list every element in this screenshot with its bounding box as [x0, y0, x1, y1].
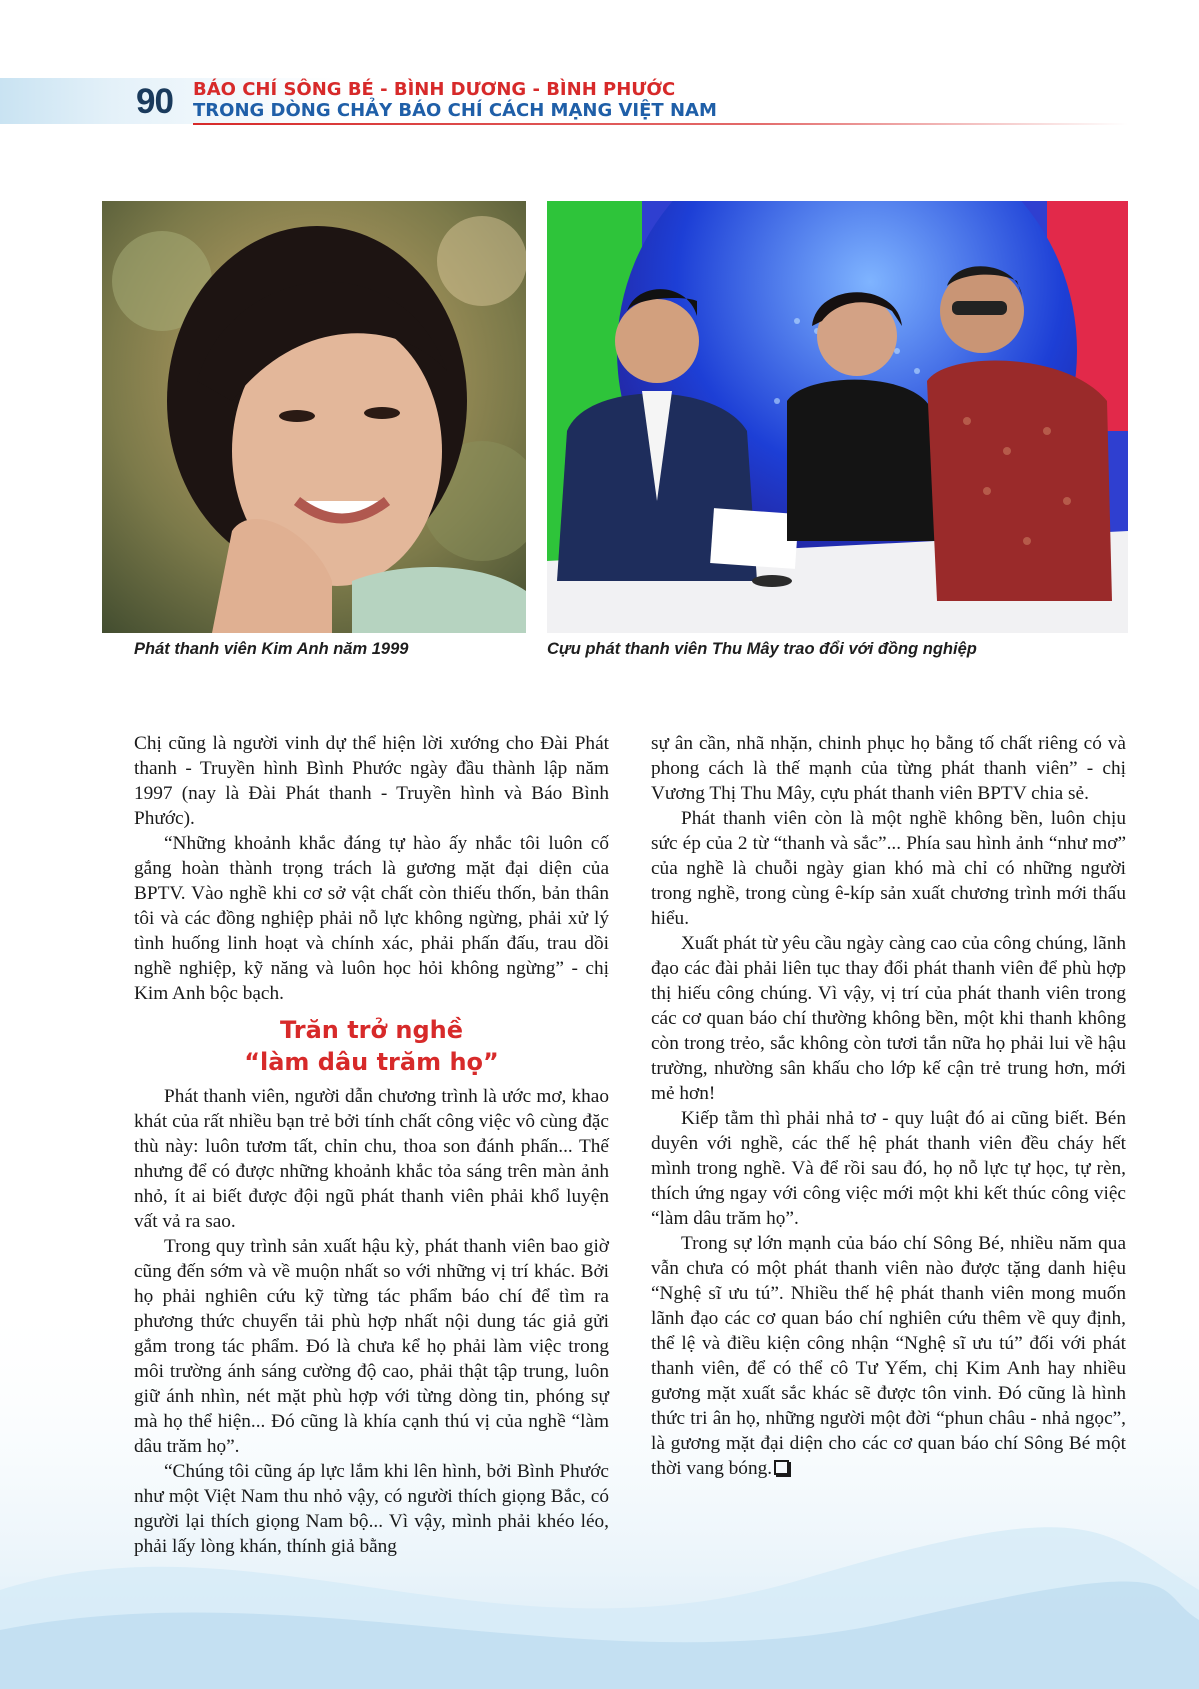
section-heading: [134, 1014, 609, 1078]
studio-caption: Cựu phát thanh viên Thu Mây trao đổi với đồng nghiệp: [547, 640, 977, 658]
article-column-right: [651, 731, 1126, 1481]
section-heading-line1: Trăn trở nghề: [280, 1016, 463, 1044]
paragraph: sự ân cần, nhã nhặn, chinh phục họ bằng tố chất riêng có và phong cách là thế mạnh của từng phát thanh viên” - chị Vương Thị Thu Mây, cựu phát thanh viên BPTV chia sẻ.: [651, 733, 1126, 804]
paragraph: Kiếp tằm thì phải nhả tơ - quy luật đó ai cũng biết. Bén duyên với nghề, các thế hệ phát thanh viên đều cháy hết mình trong nghề. Và để rồi sau đó, họ nỗ lực tự học, tự rèn, thích ứng ngay với công việc mới một khi kết thúc công việc “làm dâu trăm họ”.: [651, 1108, 1126, 1229]
paragraph-final: [651, 1231, 1126, 1481]
portrait-photo: [102, 201, 526, 633]
paragraph: Trong quy trình sản xuất hậu kỳ, phát thanh viên bao giờ cũng đến sớm và về muộn nhất so với những vị trí khác. Bởi họ phải nghiên cứu kỹ từng tác phẩm báo chí để tìm ra phương thức chuyển tải phù hợp nhất nội dung tác giả gửi gắm trong tác phẩm. Đó là chưa kể họ phải làm việc trong môi trường ánh sáng cường độ cao, phải thật tập trung, luôn giữ ánh nhìn, nét mặt phù hợp với từng dòng tin, phóng sự mà họ thể hiện... Đó cũng là khía cạnh thú vị của nghề “làm dâu trăm họ”.: [134, 1236, 609, 1457]
paragraph: Phát thanh viên còn là một nghề không bền, luôn chịu sức ép của 2 từ “thanh và sắc”... Phía sau hình ảnh “như mơ” của nghề là chuỗi ngày gian khó mà chỉ có những người trong nghề, trong cùng ê-kíp sản xuất chương trình mới thấu hiểu.: [651, 808, 1126, 929]
paragraph: “Chúng tôi cũng áp lực lắm khi lên hình, bởi Bình Phước như một Việt Nam thu nhỏ vậy, có người thích giọng Bắc, có người lại thích giọng Nam bộ... Vì vậy, mình phải khéo léo, phải lấy lòng khán, thính giả bằng: [134, 1461, 609, 1557]
page-number: 90: [136, 82, 173, 121]
header-rule: [193, 123, 1128, 125]
studio-photo: [547, 201, 1128, 633]
paragraph-final-text: Trong sự lớn mạnh của báo chí Sông Bé, nhiều năm qua vẫn chưa có một phát thanh viên nào được tặng danh hiệu “Nghệ sĩ ưu tú”. Nhiều thế hệ phát thanh viên mong muốn lãnh đạo các cơ quan báo chí nghiên cứu thêm về quy định, thể lệ và điều kiện công nhận “Nghệ sĩ ưu tú” đối với phát thanh viên, để có thể cô Tư Yếm, chị Kim Anh hay nhiều gương mặt xuất sắc khác sẽ được tôn vinh. Đó cũng là hình thức tri ân họ, những người một đời “phun châu - nhả ngọc”, là gương mặt đại diện cho các cơ quan báo chí Sông Bé một thời vang bóng.: [651, 1233, 1126, 1479]
paragraph: Chị cũng là người vinh dự thể hiện lời xướng cho Đài Phát thanh - Truyền hình Bình Phước ngày đầu thành lập năm 1997 (nay là Đài Phát thanh - Truyền hình và Báo Bình Phước).: [134, 733, 609, 829]
running-title-line1: BÁO CHÍ SÔNG BÉ - BÌNH DƯƠNG - BÌNH PHƯỚC: [193, 79, 676, 100]
running-title-line2: TRONG DÒNG CHẢY BÁO CHÍ CÁCH MẠNG VIỆT NAM: [193, 100, 717, 121]
section-heading-line2: “làm dâu trăm họ”: [244, 1048, 499, 1076]
paragraph: Phát thanh viên, người dẫn chương trình là ước mơ, khao khát của rất nhiều bạn trẻ bởi tính chất công việc vô cùng đặc thù này: luôn tươm tất, chỉn chu, thoa son đánh phấn... Thế nhưng để có được những khoảnh khắc tỏa sáng trên màn ảnh nhỏ, ít ai biết được đội ngũ phát thanh viên phải khổ luyện vất vả ra sao.: [134, 1086, 609, 1232]
paragraph: “Những khoảnh khắc đáng tự hào ấy nhắc tôi luôn cố gắng hoàn thành trọng trách là gương mặt đại diện của BPTV. Vào nghề khi cơ sở vật chất còn thiếu thốn, bản thân tôi và các đồng nghiệp phải nỗ lực không ngừng, phải xử lý tình huống linh hoạt và chính xác, phải phấn đấu, trau dồi nghề nghiệp, kỹ năng và luôn học hỏi không ngừng” - chị Kim Anh bộc bạch.: [134, 833, 609, 1004]
paragraph: Xuất phát từ yêu cầu ngày càng cao của công chúng, lãnh đạo các đài phải liên tục thay đổi phát thanh viên để phù hợp thị hiếu công chúng. Vì vậy, vị trí của phát thanh viên trong các cơ quan báo chí thường không bền, một khi thanh không còn trong trẻo, sắc không còn tươi tắn nữa họ phải lui về hậu trường, nhường sân khấu cho lớp kế cận trẻ trung hơn, mới mẻ hơn!: [651, 933, 1126, 1104]
end-of-article-icon: [774, 1460, 789, 1475]
portrait-caption: Phát thanh viên Kim Anh năm 1999: [134, 640, 409, 658]
article-column-left: [134, 731, 609, 1559]
